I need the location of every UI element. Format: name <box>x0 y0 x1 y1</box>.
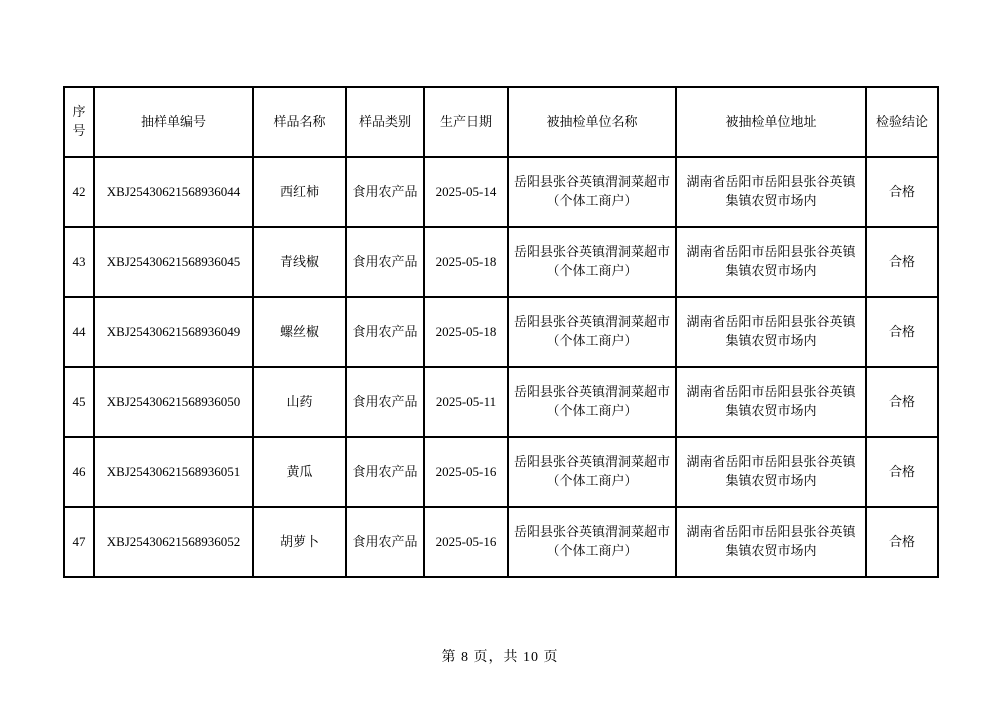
cell-result: 合格 <box>866 437 938 507</box>
cell-sample-name: 黄瓜 <box>253 437 346 507</box>
table-header <box>64 87 938 157</box>
cell-unit-name: 岳阳县张谷英镇渭洞菜超市（个体工商户） <box>508 367 676 437</box>
cell-sample-id: XBJ25430621568936049 <box>94 297 253 367</box>
column-header-serial-number: 序号 <box>64 87 94 157</box>
cell-result: 合格 <box>866 227 938 297</box>
cell-unit-address: 湖南省岳阳市岳阳县张谷英镇集镇农贸市场内 <box>676 507 866 577</box>
cell-production-date: 2025-05-16 <box>424 507 508 577</box>
cell-result: 合格 <box>866 297 938 367</box>
table-row <box>64 297 938 367</box>
cell-sample-id: XBJ25430621568936045 <box>94 227 253 297</box>
cell-sample-category: 食用农产品 <box>346 367 424 437</box>
cell-unit-name: 岳阳县张谷英镇渭洞菜超市（个体工商户） <box>508 507 676 577</box>
cell-result: 合格 <box>866 367 938 437</box>
cell-sample-name: 西红柿 <box>253 157 346 227</box>
cell-serial-number: 47 <box>64 507 94 577</box>
cell-sample-name: 青线椒 <box>253 227 346 297</box>
cell-production-date: 2025-05-16 <box>424 437 508 507</box>
cell-sample-id: XBJ25430621568936052 <box>94 507 253 577</box>
cell-unit-name: 岳阳县张谷英镇渭洞菜超市（个体工商户） <box>508 437 676 507</box>
table-row <box>64 227 938 297</box>
cell-unit-address: 湖南省岳阳市岳阳县张谷英镇集镇农贸市场内 <box>676 367 866 437</box>
column-header-result: 检验结论 <box>866 87 938 157</box>
cell-sample-name: 螺丝椒 <box>253 297 346 367</box>
cell-serial-number: 43 <box>64 227 94 297</box>
cell-unit-address: 湖南省岳阳市岳阳县张谷英镇集镇农贸市场内 <box>676 157 866 227</box>
cell-production-date: 2025-05-11 <box>424 367 508 437</box>
column-header-sample-name: 样品名称 <box>253 87 346 157</box>
cell-sample-category: 食用农产品 <box>346 157 424 227</box>
cell-sample-name: 山药 <box>253 367 346 437</box>
cell-serial-number: 46 <box>64 437 94 507</box>
cell-sample-category: 食用农产品 <box>346 297 424 367</box>
cell-unit-address: 湖南省岳阳市岳阳县张谷英镇集镇农贸市场内 <box>676 227 866 297</box>
cell-sample-id: XBJ25430621568936051 <box>94 437 253 507</box>
cell-serial-number: 44 <box>64 297 94 367</box>
cell-production-date: 2025-05-18 <box>424 227 508 297</box>
page-number-footer: 第 8 页，共 10 页 <box>441 650 559 665</box>
cell-serial-number: 45 <box>64 367 94 437</box>
cell-production-date: 2025-05-14 <box>424 157 508 227</box>
table-row <box>64 367 938 437</box>
cell-unit-name: 岳阳县张谷英镇渭洞菜超市（个体工商户） <box>508 297 676 367</box>
cell-production-date: 2025-05-18 <box>424 297 508 367</box>
cell-sample-category: 食用农产品 <box>346 507 424 577</box>
column-header-production-date: 生产日期 <box>424 87 508 157</box>
table-row <box>64 437 938 507</box>
cell-sample-name: 胡萝卜 <box>253 507 346 577</box>
cell-sample-category: 食用农产品 <box>346 437 424 507</box>
column-header-sample-category: 样品类别 <box>346 87 424 157</box>
column-header-sample-id: 抽样单编号 <box>94 87 253 157</box>
cell-unit-name: 岳阳县张谷英镇渭洞菜超市（个体工商户） <box>508 227 676 297</box>
cell-sample-id: XBJ25430621568936044 <box>94 157 253 227</box>
cell-result: 合格 <box>866 157 938 227</box>
cell-result: 合格 <box>866 507 938 577</box>
cell-unit-address: 湖南省岳阳市岳阳县张谷英镇集镇农贸市场内 <box>676 437 866 507</box>
cell-unit-name: 岳阳县张谷英镇渭洞菜超市（个体工商户） <box>508 157 676 227</box>
cell-sample-id: XBJ25430621568936050 <box>94 367 253 437</box>
table-row <box>64 507 938 577</box>
inspection-results-table <box>63 86 939 578</box>
column-header-unit-address: 被抽检单位地址 <box>676 87 866 157</box>
table-row <box>64 157 938 227</box>
cell-serial-number: 42 <box>64 157 94 227</box>
cell-sample-category: 食用农产品 <box>346 227 424 297</box>
column-header-unit-name: 被抽检单位名称 <box>508 87 676 157</box>
header-row <box>64 87 938 157</box>
table-body <box>64 157 938 577</box>
cell-unit-address: 湖南省岳阳市岳阳县张谷英镇集镇农贸市场内 <box>676 297 866 367</box>
